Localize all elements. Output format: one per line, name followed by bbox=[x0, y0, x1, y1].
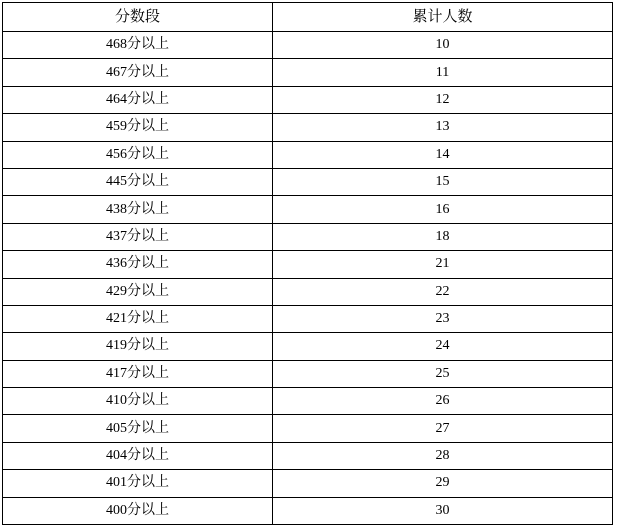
cell-score-range: 417分以上 bbox=[3, 360, 273, 387]
cell-cumulative-count: 13 bbox=[273, 114, 613, 141]
table-row bbox=[3, 196, 613, 223]
cell-score-range: 421分以上 bbox=[3, 305, 273, 332]
cell-cumulative-count: 24 bbox=[273, 333, 613, 360]
cell-score-range: 400分以上 bbox=[3, 497, 273, 524]
cell-score-range: 445分以上 bbox=[3, 168, 273, 195]
table-row bbox=[3, 59, 613, 86]
table-row bbox=[3, 32, 613, 59]
table-row bbox=[3, 114, 613, 141]
cell-cumulative-count: 26 bbox=[273, 388, 613, 415]
cell-score-range: 401分以上 bbox=[3, 470, 273, 497]
cell-score-range: 429分以上 bbox=[3, 278, 273, 305]
cell-cumulative-count: 29 bbox=[273, 470, 613, 497]
cell-score-range: 405分以上 bbox=[3, 415, 273, 442]
cell-cumulative-count: 18 bbox=[273, 223, 613, 250]
cell-cumulative-count: 10 bbox=[273, 32, 613, 59]
table-body bbox=[3, 32, 613, 525]
cell-cumulative-count: 23 bbox=[273, 305, 613, 332]
table-row bbox=[3, 305, 613, 332]
cell-cumulative-count: 22 bbox=[273, 278, 613, 305]
cell-score-range: 410分以上 bbox=[3, 388, 273, 415]
score-distribution-table bbox=[2, 2, 613, 525]
cell-cumulative-count: 28 bbox=[273, 442, 613, 469]
cell-cumulative-count: 21 bbox=[273, 251, 613, 278]
table-header-row bbox=[3, 3, 613, 32]
column-header-score-range: 分数段 bbox=[3, 3, 273, 32]
table-row bbox=[3, 442, 613, 469]
cell-cumulative-count: 11 bbox=[273, 59, 613, 86]
cell-score-range: 459分以上 bbox=[3, 114, 273, 141]
cell-cumulative-count: 25 bbox=[273, 360, 613, 387]
table-row bbox=[3, 223, 613, 250]
table-row bbox=[3, 333, 613, 360]
cell-score-range: 468分以上 bbox=[3, 32, 273, 59]
cell-cumulative-count: 30 bbox=[273, 497, 613, 524]
cell-cumulative-count: 16 bbox=[273, 196, 613, 223]
table-row bbox=[3, 168, 613, 195]
cell-score-range: 467分以上 bbox=[3, 59, 273, 86]
column-header-cumulative-count: 累计人数 bbox=[273, 3, 613, 32]
table-row bbox=[3, 278, 613, 305]
cell-score-range: 456分以上 bbox=[3, 141, 273, 168]
table-row bbox=[3, 141, 613, 168]
cell-cumulative-count: 15 bbox=[273, 168, 613, 195]
cell-score-range: 464分以上 bbox=[3, 86, 273, 113]
table-row bbox=[3, 360, 613, 387]
table-header bbox=[3, 3, 613, 32]
cell-score-range: 404分以上 bbox=[3, 442, 273, 469]
table-row bbox=[3, 415, 613, 442]
cell-score-range: 436分以上 bbox=[3, 251, 273, 278]
cell-score-range: 438分以上 bbox=[3, 196, 273, 223]
table-row bbox=[3, 86, 613, 113]
cell-cumulative-count: 14 bbox=[273, 141, 613, 168]
table-row bbox=[3, 470, 613, 497]
table-row bbox=[3, 497, 613, 524]
table-row bbox=[3, 251, 613, 278]
cell-cumulative-count: 12 bbox=[273, 86, 613, 113]
cell-score-range: 437分以上 bbox=[3, 223, 273, 250]
table-row bbox=[3, 388, 613, 415]
cell-score-range: 419分以上 bbox=[3, 333, 273, 360]
cell-cumulative-count: 27 bbox=[273, 415, 613, 442]
